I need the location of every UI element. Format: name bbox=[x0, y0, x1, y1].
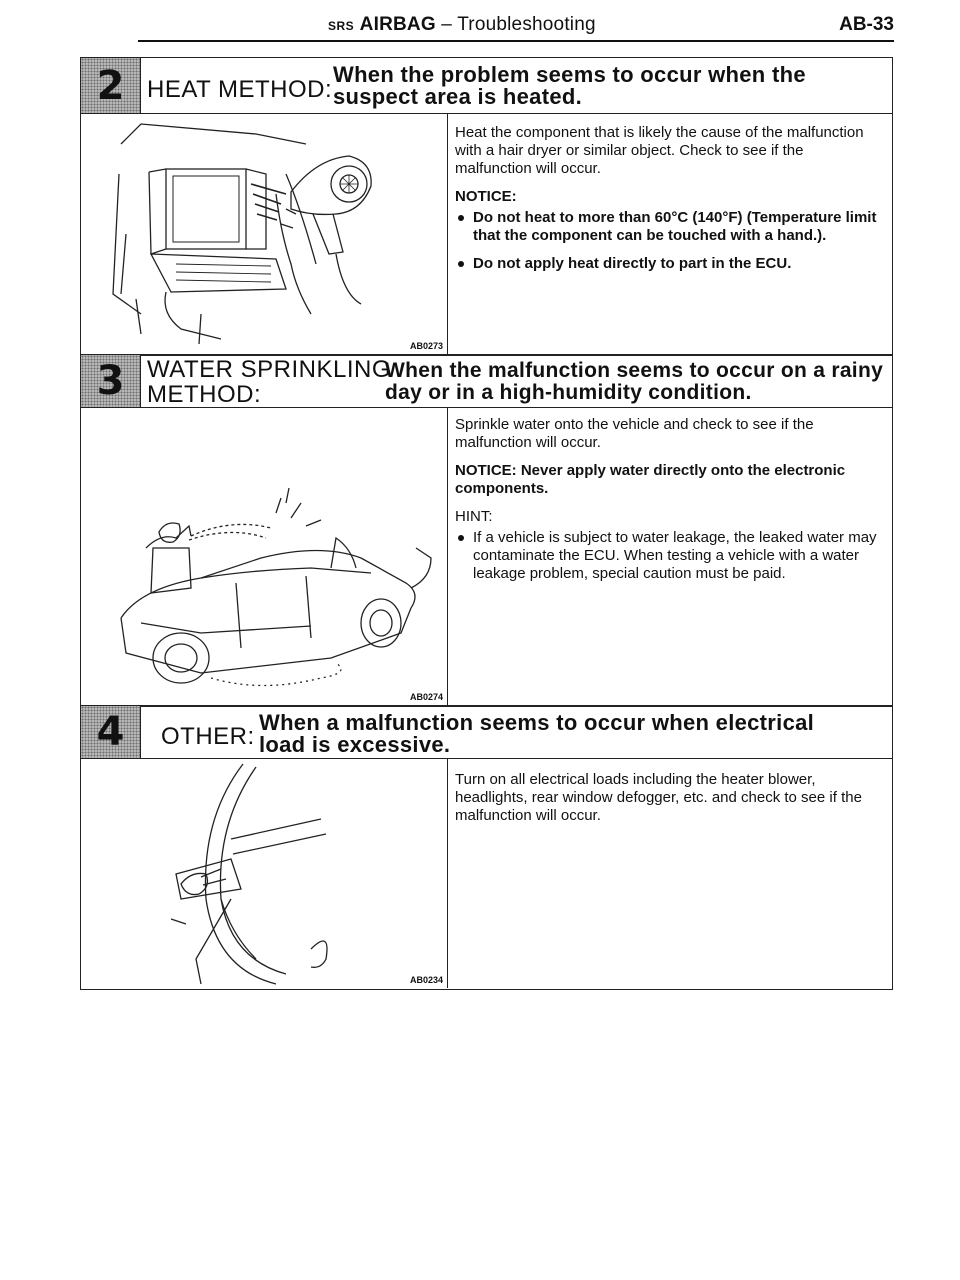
method-header bbox=[81, 706, 892, 759]
hair-dryer-figure bbox=[81, 114, 448, 354]
notice-paragraph bbox=[455, 462, 883, 498]
steering-wheel-figure bbox=[81, 759, 448, 988]
method-description: When the problem seems to occur when the suspect area is heated. bbox=[333, 62, 806, 109]
method-body bbox=[81, 759, 892, 988]
method-name: HEAT METHOD: bbox=[147, 76, 333, 103]
page-header bbox=[138, 14, 894, 38]
method-body bbox=[81, 408, 892, 705]
notice-item: Do not heat to more than 60°C (140°F) (Temperature limit that the component can be touched with a hand.). bbox=[455, 209, 883, 245]
method-instructions bbox=[455, 416, 883, 593]
hair-dryer-illustration bbox=[81, 114, 447, 354]
notice-item: Do not apply heat directly to part in the ECU. bbox=[455, 255, 883, 273]
method-description: When a malfunction seems to occur when electrical load is excessive. bbox=[259, 710, 815, 757]
instruction-text: Turn on all electrical loads including the heater blower, headlights, rear window defogger, etc. and check to see if the malfunction will occur. bbox=[455, 771, 862, 824]
notice-label: NOTICE: bbox=[455, 462, 517, 479]
header-rule bbox=[138, 40, 894, 42]
steering-wheel-illustration bbox=[81, 759, 447, 988]
method-instructions bbox=[455, 124, 883, 283]
srs-label: SRS bbox=[328, 19, 355, 33]
method-header bbox=[81, 355, 892, 408]
instruction-text: Sprinkle water onto the vehicle and check to see if the malfunction will occur. bbox=[455, 416, 814, 451]
notice-label: NOTICE: bbox=[455, 188, 517, 205]
page-number: AB-33 bbox=[839, 14, 894, 35]
figure-code: AB0274 bbox=[409, 692, 443, 702]
figure-code: AB0273 bbox=[409, 341, 443, 351]
car-sprinkling-figure bbox=[81, 408, 448, 705]
method-name: OTHER: bbox=[161, 723, 255, 750]
other-method-section bbox=[80, 705, 893, 990]
car-water-illustration bbox=[81, 408, 447, 705]
method-description: When the malfunction seems to occur on a rainy day or in a high-humidity condition. bbox=[385, 359, 884, 404]
section-label: – Troubleshooting bbox=[435, 14, 596, 35]
method-header bbox=[81, 58, 892, 114]
method-instructions bbox=[455, 771, 883, 835]
hint-label: HINT: bbox=[455, 508, 493, 525]
step-number-badge: 2 bbox=[81, 58, 141, 113]
figure-code: AB0234 bbox=[409, 975, 443, 985]
method-body bbox=[81, 114, 892, 354]
section-title bbox=[328, 14, 596, 36]
water-sprinkling-method-section bbox=[80, 354, 893, 707]
airbag-label: AIRBAG bbox=[359, 14, 436, 35]
notice-text: Never apply water directly onto the electronic components. bbox=[455, 462, 846, 497]
instruction-text: Heat the component that is likely the cause of the malfunction with a hair dryer or similar object. Check to see if the malfunction will occur. bbox=[455, 124, 864, 177]
method-name: WATER SPRINKLING METHOD: bbox=[147, 356, 392, 408]
heat-method-section bbox=[80, 57, 893, 356]
hint-item: If a vehicle is subject to water leakage, the leaked water may contaminate the ECU. When testing a vehicle with a water leakage problem, special caution must be paid. bbox=[455, 529, 883, 583]
step-number-badge: 4 bbox=[81, 706, 141, 758]
step-number-badge: 3 bbox=[81, 355, 141, 407]
